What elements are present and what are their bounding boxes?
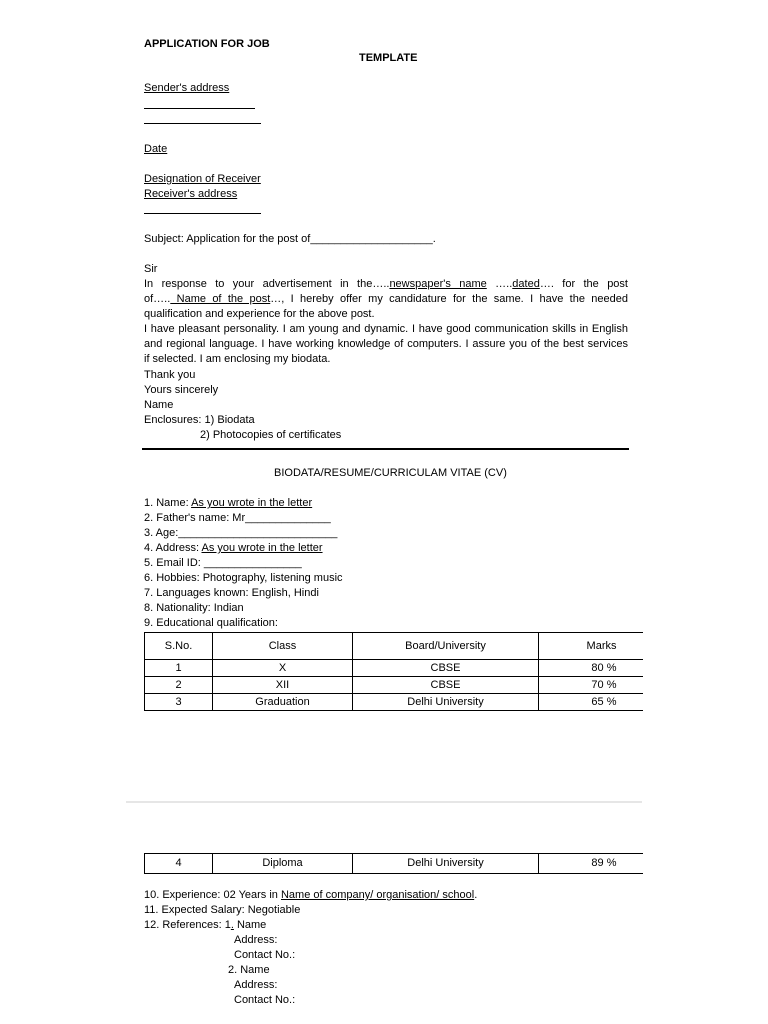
enclosures-2: 2) Photocopies of certificates [200, 429, 342, 441]
table-cell: X [213, 660, 353, 677]
reference-2-contact: Contact No.: [234, 994, 296, 1006]
table-cell: Diploma [213, 854, 353, 874]
reference-2-address: Address: [234, 979, 278, 991]
biodata-item-hobbies: 6. Hobbies: Photography, listening music [144, 572, 343, 584]
table-header-cell: Marks [539, 633, 643, 660]
table-header-row [145, 633, 643, 660]
table-cell: 80 % [539, 660, 643, 677]
table-row [145, 660, 643, 677]
table-cell: 1 [145, 660, 213, 677]
biodata-item-father: 2. Father's name: Mr______________ [144, 512, 331, 524]
sender-address-line-1 [144, 108, 255, 109]
section-divider [142, 448, 629, 450]
sender-address-line-2 [144, 123, 261, 124]
date-label: Date [144, 143, 168, 155]
reference-1-contact: Contact No.: [234, 949, 296, 961]
table-cell: CBSE [353, 677, 539, 694]
table-cell: 65 % [539, 694, 643, 711]
table-cell: 89 % [539, 854, 643, 874]
biodata-item-experience: 10. Experience: 02 Years in Name of company/ organisation/ school. [144, 889, 478, 901]
receiver-address: Receiver's address [144, 188, 238, 200]
subject-line: Subject: Application for the post of____________________. [144, 233, 436, 245]
biodata-item-age: 3. Age:__________________________ [144, 527, 338, 539]
body-line-5: and regional language. I have working knowledge of computers. I assure you of the best services [144, 338, 628, 350]
table-row [145, 694, 643, 711]
table-cell: 4 [145, 854, 213, 874]
page-break [126, 801, 642, 803]
biodata-item-name: 1. Name: As you wrote in the letter [144, 497, 313, 509]
body-line-1: In response to your advertisement in the…..newspaper's name …..dated…. for the post [144, 278, 628, 290]
body-line-3: qualification and experience for the above post. [144, 308, 375, 320]
table-header-cell: Class [213, 633, 353, 660]
biodata-item-address: 4. Address: As you wrote in the letter [144, 542, 323, 554]
biodata-item-nationality: 8. Nationality: Indian [144, 602, 244, 614]
biodata-item-languages: 7. Languages known: English, Hindi [144, 587, 319, 599]
closing-text: Yours sincerely [144, 384, 219, 396]
receiver-address-line [144, 213, 261, 214]
education-table [144, 632, 643, 711]
table-cell: 70 % [539, 677, 643, 694]
document-subtitle: TEMPLATE [359, 52, 418, 64]
table-row [145, 677, 643, 694]
biodata-item-salary: 11. Expected Salary: Negotiable [144, 904, 301, 916]
table-cell: Delhi University [353, 694, 539, 711]
biodata-item-references: 12. References: 1. Name [144, 919, 267, 931]
sender-address-label: Sender's address [144, 82, 230, 94]
thanks-text: Thank you [144, 369, 196, 381]
body-line-6: if selected. I am enclosing my biodata. [144, 353, 331, 365]
body-line-4: I have pleasant personality. I am young and dynamic. I have good communication skills in English [144, 323, 628, 335]
education-table-continued [144, 853, 643, 874]
table-row [145, 854, 643, 874]
biodata-item-education: 9. Educational qualification: [144, 617, 278, 629]
biodata-item-email: 5. Email ID: ________________ [144, 557, 302, 569]
enclosures-1: Enclosures: 1) Biodata [144, 414, 255, 426]
table-cell: CBSE [353, 660, 539, 677]
reference-2-name: 2. Name [228, 964, 270, 976]
table-cell: 2 [145, 677, 213, 694]
table-header-cell: S.No. [145, 633, 213, 660]
table-cell: Delhi University [353, 854, 539, 874]
table-cell: XII [213, 677, 353, 694]
table-cell: Graduation [213, 694, 353, 711]
table-cell: 3 [145, 694, 213, 711]
reference-1-address: Address: [234, 934, 278, 946]
table-header-cell: Board/University [353, 633, 539, 660]
signature-name: Name [144, 399, 174, 411]
salutation: Sir [144, 263, 158, 275]
body-line-2: of….. Name of the post…, I hereby offer my candidature for the same. I have the needed [144, 293, 628, 305]
document-title: APPLICATION FOR JOB [144, 38, 270, 50]
receiver-designation: Designation of Receiver [144, 173, 261, 185]
biodata-heading: BIODATA/RESUME/CURRICULAM VITAE (CV) [274, 467, 507, 479]
